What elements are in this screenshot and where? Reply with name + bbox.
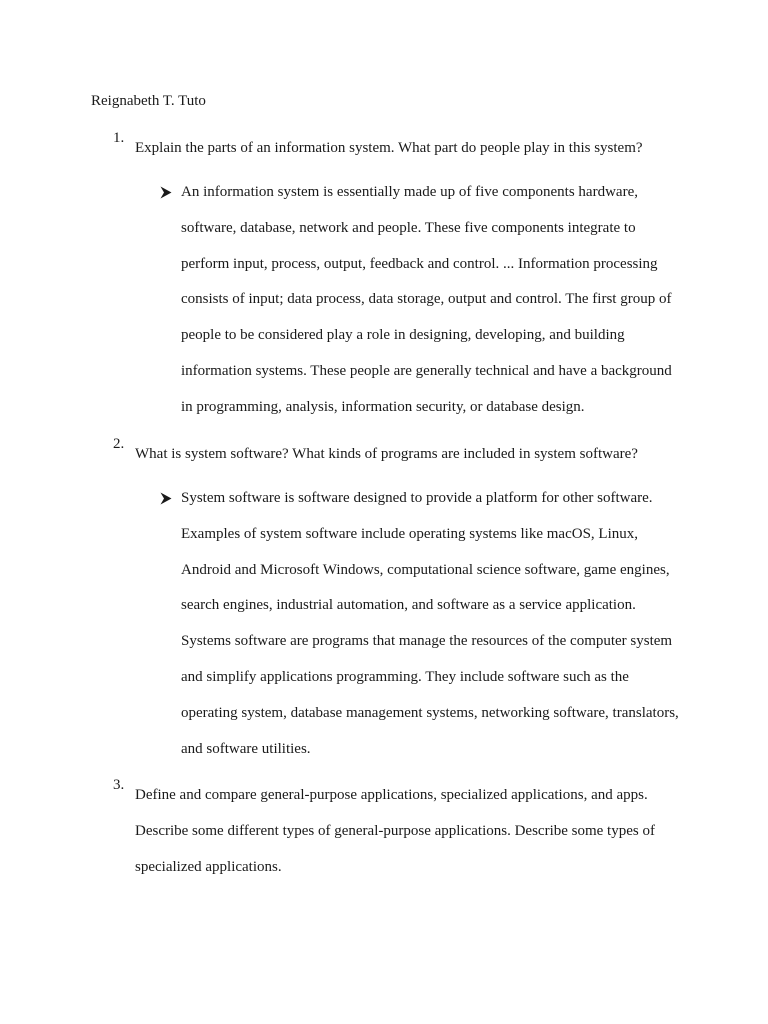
arrow-bullet-icon (160, 175, 178, 211)
question-number: 3. (113, 777, 125, 793)
answer-text: An information system is essentially made up of five components hardware, software, database, network and people. These five components integrate to perform input, process, output, feedback and control. ... Information processing consists of input; data process, data storage, output and control. The first group of people to be considered play a role in designing, developing, and building information systems. These people are generally technical and have a background in programming, analysis, information security, or database design. (181, 184, 672, 415)
question-text: What is system software? What kinds of programs are included in system software? (135, 446, 638, 462)
question-text: Define and compare general-purpose applications, specialized applications, and apps. Describe some different types of general-purpose applications. Describe some types of specialized applications. (135, 787, 655, 875)
question-text: Explain the parts of an information system. What part do people play in this system? (135, 140, 643, 156)
author-name: Reignabeth T. Tuto (91, 93, 206, 109)
answer-text: System software is software designed to provide a platform for other software. Examples of system software include operating systems like macOS, Linux, Android and Microsoft Windows, computational science software, game engines, search engines, industrial automation, and software as a service application. Systems software are programs that manage the resources of the computer system and simplify applications programming. They include software such as the operating system, database management systems, networking software, translators, and software utilities. (181, 490, 679, 757)
question-number: 2. (113, 436, 125, 452)
arrow-bullet-icon (160, 481, 178, 517)
question-number: 1. (113, 130, 125, 146)
